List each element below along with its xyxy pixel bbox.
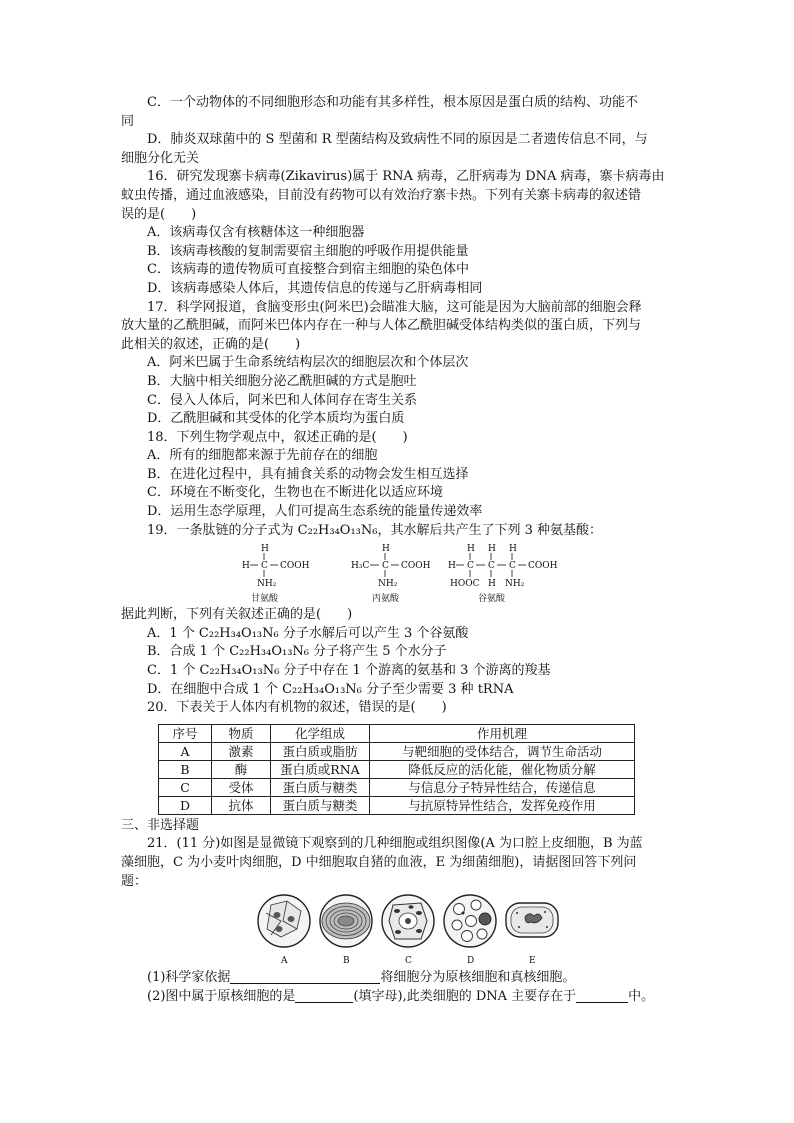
glu-side-carboxyl: HOOC [450,579,480,590]
table-row [159,778,635,796]
cell-index: A [159,742,212,760]
q20-stem: 20．下表关于人体内有机物的叙述，错误的是( ) [147,700,447,716]
q17-stem-line3: 此相关的叙述，正确的是( ) [121,336,301,352]
q21-sub1-suffix: 将细胞分为原核细胞和真核细胞。 [380,970,576,986]
q16-stem-line2: 蚊虫传播，通过血液感染，目前没有药物可以有效治疗寨卡热。下列有关寨卡病毒的叙述错 [121,187,642,203]
q19-option-d: D．在细胞中合成 1 个 C₂₂H₃₄O₁₃N₆ 分子至少需要 3 种 tRNA [147,681,514,697]
q18-option-d: D．运用生态学原理，人们可提高生态系统的能量传递效率 [147,504,483,520]
amino-acid-structures-figure [121,540,679,606]
cell-image-a [258,895,310,966]
gly-amino: NH₂ [257,579,277,590]
q16-option-a: A．该病毒仅含有核糖体这一种细胞器 [147,225,365,241]
header-composition: 化学组成 [271,724,370,742]
q18-option-c: C．环境在不断变化，生物也在不断进化以适应环境 [147,485,443,501]
cell-mechanism: 降低反应的活化能，催化物质分解 [370,760,635,778]
q18-stem: 18．下列生物学观点中，叙述正确的是( ) [147,429,408,445]
cell-mechanism: 与靶细胞的受体结合，调节生命活动 [370,742,635,760]
q15-option-c-line1: C．一个动物体的不同细胞形态和功能有其多样性，根本原因是蛋白质的结构、功能不 [147,95,638,110]
q21-stem-line2: 藻细胞，C 为小麦叶肉细胞，D 中细胞取自猪的血液，E 为细菌细胞)，请据图回答下列问 [121,855,637,870]
cells-figure [121,891,679,969]
cell-substance: 受体 [212,778,271,796]
cell-composition: 蛋白质与糖类 [271,796,370,814]
cell-image-b [320,895,372,966]
ala-methyl: H₃C [351,561,370,572]
glu-bottom-h: H [488,579,496,590]
gly-alpha-c: C [261,561,268,572]
glu-top-h2: H [488,544,496,555]
table-row [159,742,635,760]
header-mechanism: 作用机理 [370,724,635,742]
q16-stem-line3: 误的是( ) [121,206,197,222]
q16-option-c: C．该病毒的遗传物质可直接整合到宿主细胞的染色体中 [147,262,469,278]
q21-sub1-prefix: (1)科学家依据 [147,970,231,986]
cell-index: B [159,760,212,778]
glu-label: 谷氨酸 [478,594,506,605]
cell-index: D [159,796,212,814]
answer-blank-3[interactable] [576,988,628,1003]
organic-substances-table [158,724,635,815]
q16-stem-line1: 16．研究发现寨卡病毒(Zikavirus)属于 RNA 病毒，乙肝病毒为 DNA 病毒，寨卡病毒由 [147,169,665,185]
glutamate-structure [448,544,558,604]
q15-option-d-line1: D．肺炎双球菌中的 S 型菌和 R 型菌结构及致病性不同的原因是二者遗传信息不同，与 [147,132,648,148]
glu-c3: C [509,561,516,572]
cell-image-c [382,895,434,966]
ala-alpha-c: C [382,561,389,572]
q21-stem-line3: 题： [121,873,148,889]
q18-option-a: A．所有的细胞都来源于先前存在的细胞 [147,448,378,464]
q17-stem-line2: 放大量的乙酰胆碱，而阿米巴体内存在一种与人体乙酰胆碱受体结构类似的蛋白质，下列与 [121,318,642,334]
q19-stem: 19．一条肽链的分子式为 C₂₂H₃₄O₁₃N₆，其水解后共产生了下列 3 种氨基酸： [147,522,603,538]
q19-option-b: B．合成 1 个 C₂₂H₃₄O₁₃N₆ 分子将产生 5 个水分子 [147,644,447,660]
q19-prompt: 据此判断，下列有关叙述正确的是( ) [121,607,353,623]
q21-sub2-suffix: 中。 [628,988,655,1004]
cell-label-e: E [529,956,536,967]
table-row [159,796,635,814]
glu-top-h3: H [509,544,517,555]
ala-carboxyl: COOH [401,561,431,572]
gly-top-h: H [261,544,269,555]
cell-substance: 酶 [212,760,271,778]
cell-label-a: A [281,956,288,967]
gly-left-h: H [242,561,250,572]
q17-option-d: D．乙酰胆碱和其受体的化学本质均为蛋白质 [147,411,405,427]
gly-label: 甘氨酸 [251,594,279,605]
q21-sub2 [121,988,679,1007]
cell-mechanism: 与信息分子特异性结合，传递信息 [370,778,635,796]
q16-option-d: D．该病毒感染人体后，其遗传信息的传递与乙肝病毒相同 [147,280,483,296]
cell-label-c: C [405,956,412,967]
answer-blank-1[interactable] [230,969,380,984]
cell-mechanism: 与抗原特异性结合，发挥免疫作用 [370,796,635,814]
cell-composition: 蛋白质或RNA [271,760,370,778]
content [121,94,679,1006]
cell-image-d [444,895,496,966]
q21-sub2-prefix: (2)图中属于原核细胞的是 [147,988,296,1004]
ala-label: 丙氨酸 [372,594,400,605]
header-substance: 物质 [212,724,271,742]
q21-sub2-middle: (填字母),此类细胞的 DNA 主要存在于 [353,988,577,1004]
section-heading: 三、非选择题 [121,817,200,833]
glu-amino: NH₂ [505,579,525,590]
q15-option-c-line2: 同 [121,113,135,129]
answer-blank-2[interactable] [295,988,353,1003]
glu-carboxyl: COOH [528,561,558,572]
table-header-row [159,724,635,742]
ala-amino: NH₂ [378,579,398,590]
cell-label-b: B [343,956,350,967]
header-index: 序号 [159,724,212,742]
gly-carboxyl: COOH [280,561,310,572]
cell-substance: 抗体 [212,796,271,814]
glu-c1: C [467,561,474,572]
q16-option-b: B．该病毒核酸的复制需要宿主细胞的呼吸作用提供能量 [147,243,469,259]
glu-c2: C [488,561,495,572]
q17-stem-line1: 17．科学网报道，食脑变形虫(阿米巴)会瞄准大脑，这可能是因为大脑前部的细胞会释 [147,299,642,315]
cell-label-d: D [467,956,475,967]
q19-option-c: C．1 个 C₂₂H₃₄O₁₃N₆ 分子中存在 1 个游离的氨基和 3 个游离的羧基 [147,663,551,679]
q15-option-d-line2: 细胞分化无关 [121,150,200,166]
q17-option-a: A．阿米巴属于生命系统结构层次的细胞层次和个体层次 [147,355,469,371]
q17-option-b: B．大脑中相关细胞分泌乙酰胆碱的方式是胞吐 [147,373,417,389]
glu-left-h: H [448,561,456,572]
ala-top-h: H [382,544,390,555]
q17-option-c: C．侵入人体后，阿米巴和人体间存在寄生关系 [147,392,417,408]
cell-substance: 激素 [212,742,271,760]
q21-stem-line1: 21．(11 分)如图是显微镜下观察到的几种细胞或组织图像(A 为口腔上皮细胞，B 为蓝 [147,836,643,852]
cell-image-e [506,903,558,966]
q19-option-a: A．1 个 C₂₂H₃₄O₁₃N₆ 分子水解后可以产生 3 个谷氨酸 [147,625,469,641]
glycine-structure [242,544,310,604]
cell-composition: 蛋白质与糖类 [271,778,370,796]
alanine-structure [351,544,431,604]
glu-top-h1: H [467,544,475,555]
q18-option-b: B．在进化过程中，具有捕食关系的动物会发生相互选择 [147,466,469,482]
table-row [159,760,635,778]
cell-composition: 蛋白质或脂肪 [271,742,370,760]
cell-index: C [159,778,212,796]
q21-sub1 [121,969,679,988]
